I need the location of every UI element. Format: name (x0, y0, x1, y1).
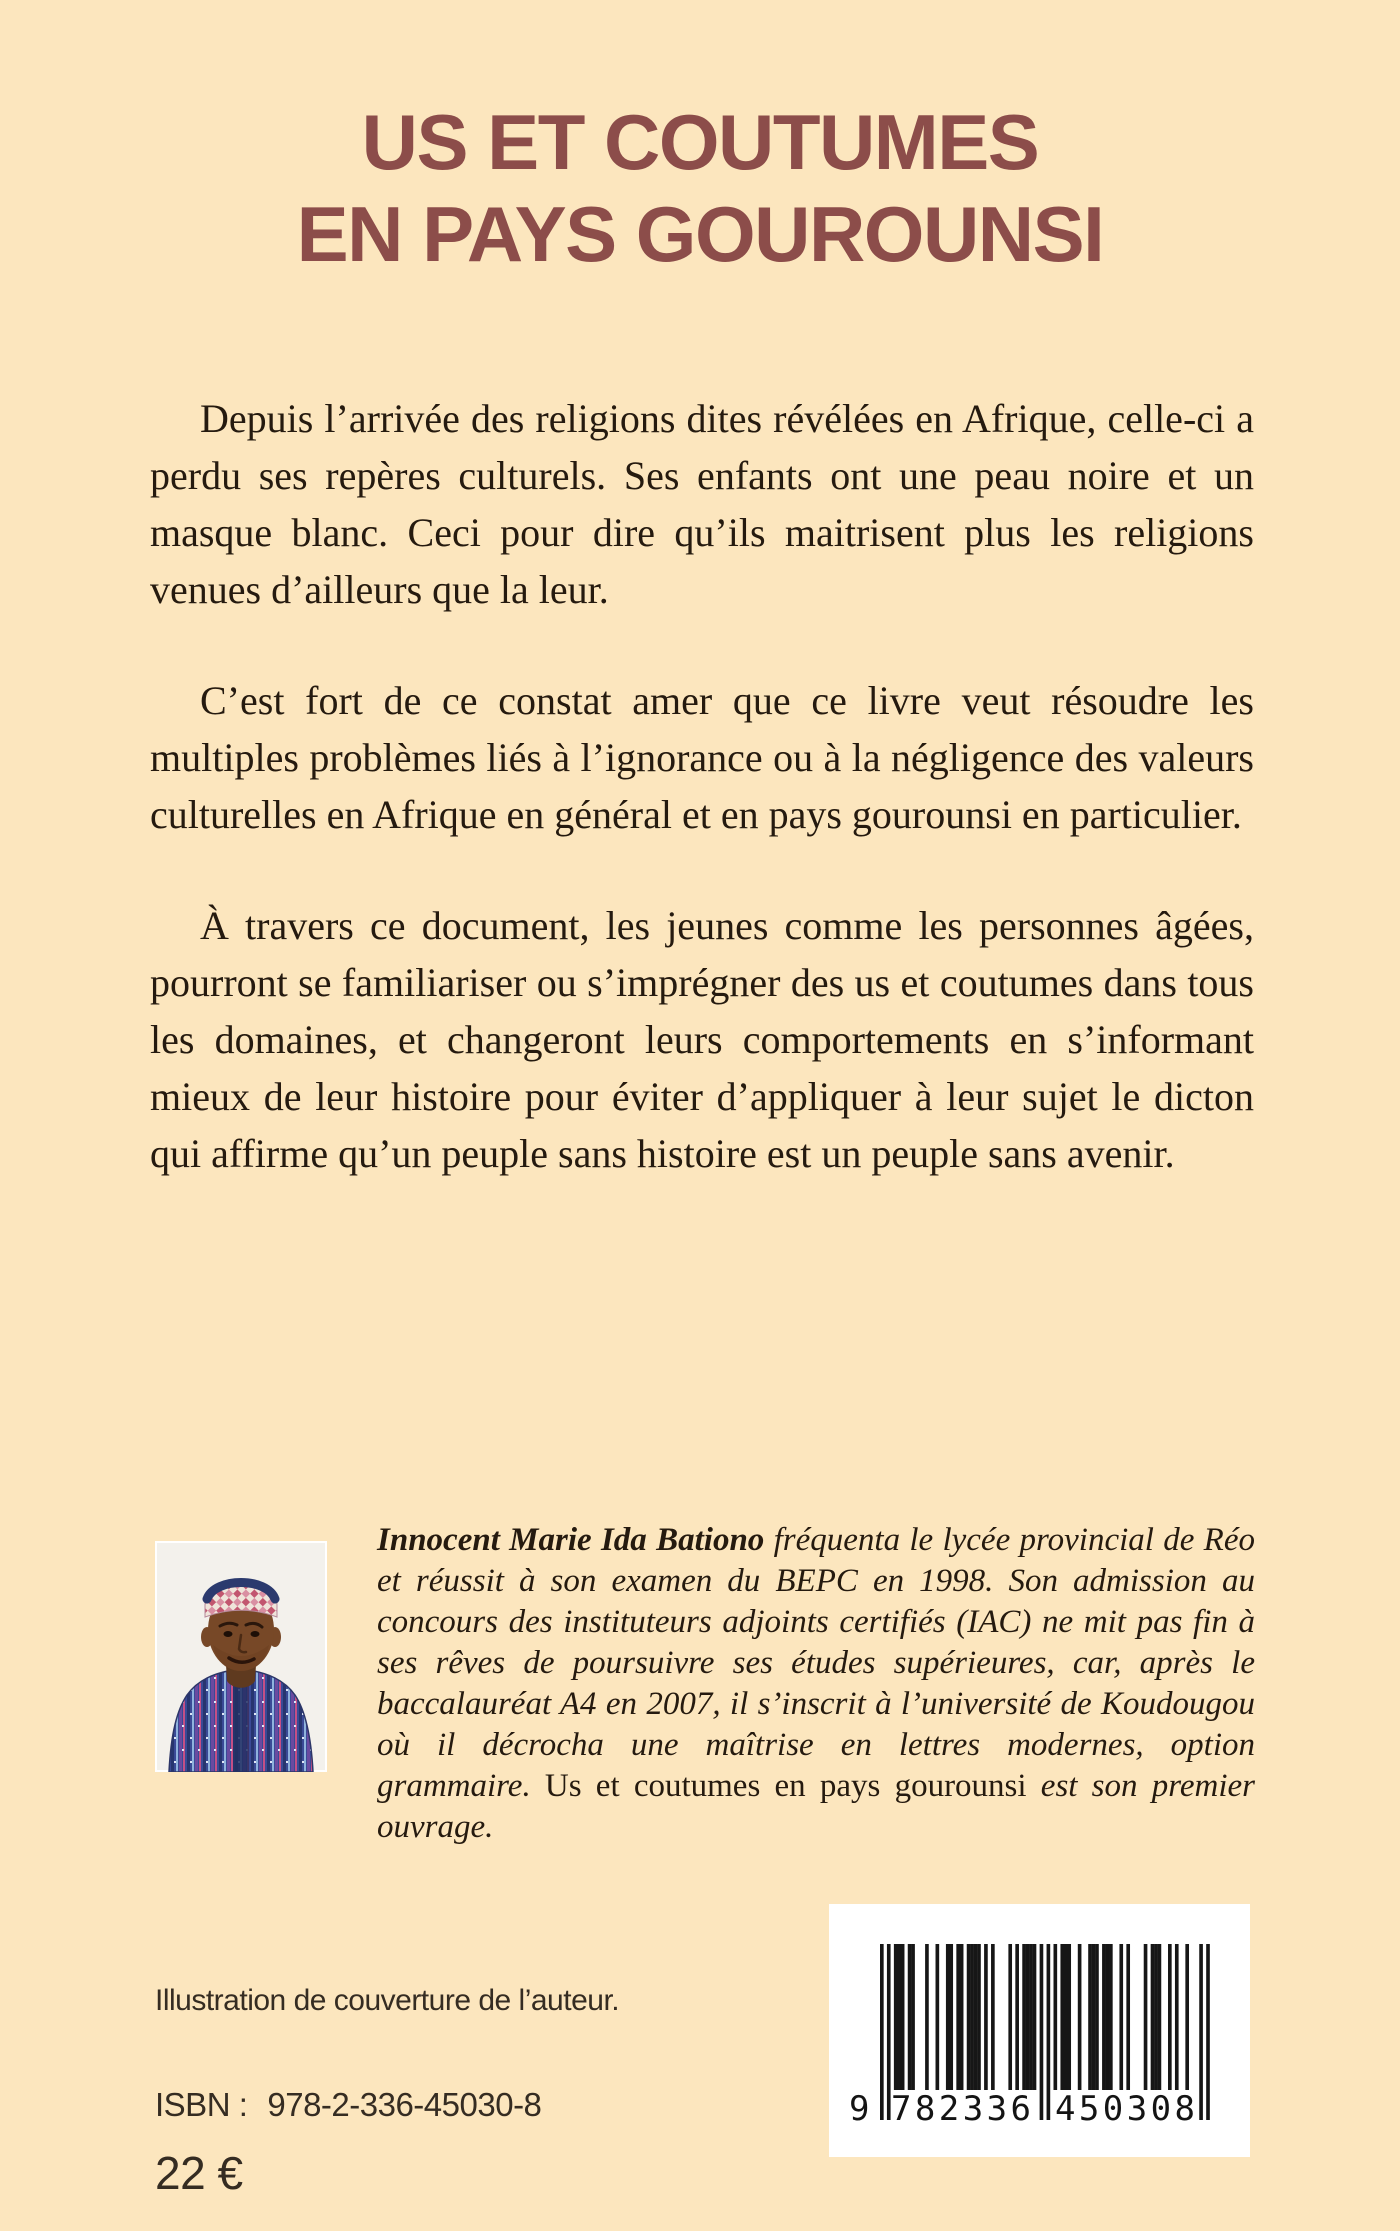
author-photo (155, 1541, 327, 1772)
synopsis-paragraph-1: Depuis l’arrivée des religions dites révélées en Afrique, celle-ci a perdu ses repères culturels. Ses enfants ont une peau noire et un masque blanc. Ceci pour dire qu’ils maitrisent plus les religions venues d’ailleurs que la leur. (150, 396, 1254, 612)
author-bio-text: fréquenta le lycée provincial de Réo et réussit à son examen du BEPC en 1998. Son admission au concours des instituteurs adjoints certifiés (IAC) ne mit pas fin à ses rêves de poursuivre ses études supérieures, car, après le baccalauréat A4 en 2007, il s’inscrit à l’université de Koudougou où il décrocha une maîtrise en lettres modernes, option grammaire. (377, 1522, 1255, 1804)
synopsis-paragraph-2: C’est fort de ce constat amer que ce livre veut résoudre les multiples problèmes liés à l’ignorance ou à la négligence des valeurs culturelles en Afrique en général et en pays gourounsi en particulier. (150, 678, 1254, 837)
barcode (829, 1904, 1250, 2157)
book-title-line2: EN PAYS GOUROUNSI (296, 190, 1104, 278)
price: 22 € (155, 2147, 243, 2199)
book-title-inline: Us et coutumes en pays gourounsi (544, 1768, 1027, 1804)
author-portrait-illustration (155, 1541, 327, 1772)
synopsis-paragraph-3: À travers ce document, les jeunes comme les personnes âgées, pourront se familiariser ou s’imprégner des us et coutumes dans tous les domaines, et changeront leurs comportements en s’informant mieux de leur histoire pour éviter d’appliquer à leur sujet le dicton qui affirme qu’un peuple sans histoire est un peuple sans avenir. (150, 903, 1254, 1176)
isbn-value: 978-2-336-45030-8 (267, 2086, 542, 2123)
illustration-credit: Illustration de couverture de l’auteur. (155, 1984, 620, 2017)
author-bio-ending: est son premier ouvrage. (377, 1768, 1255, 1845)
book-title (0, 96, 1400, 280)
barcode-digits-group1: 782336 (891, 2089, 1031, 2129)
barcode-digits-group2: 450308 (1055, 2089, 1195, 2129)
barcode-svg (829, 1904, 1250, 2157)
isbn-line (155, 2086, 541, 2124)
author-name: Innocent Marie Ida Bationo (377, 1522, 765, 1558)
isbn-label: ISBN : (155, 2086, 248, 2123)
author-bio (377, 1520, 1255, 1848)
synopsis (150, 390, 1254, 1236)
book-title-line1: US ET COUTUMES (361, 98, 1039, 186)
barcode-digit-left: 9 (849, 2089, 870, 2129)
